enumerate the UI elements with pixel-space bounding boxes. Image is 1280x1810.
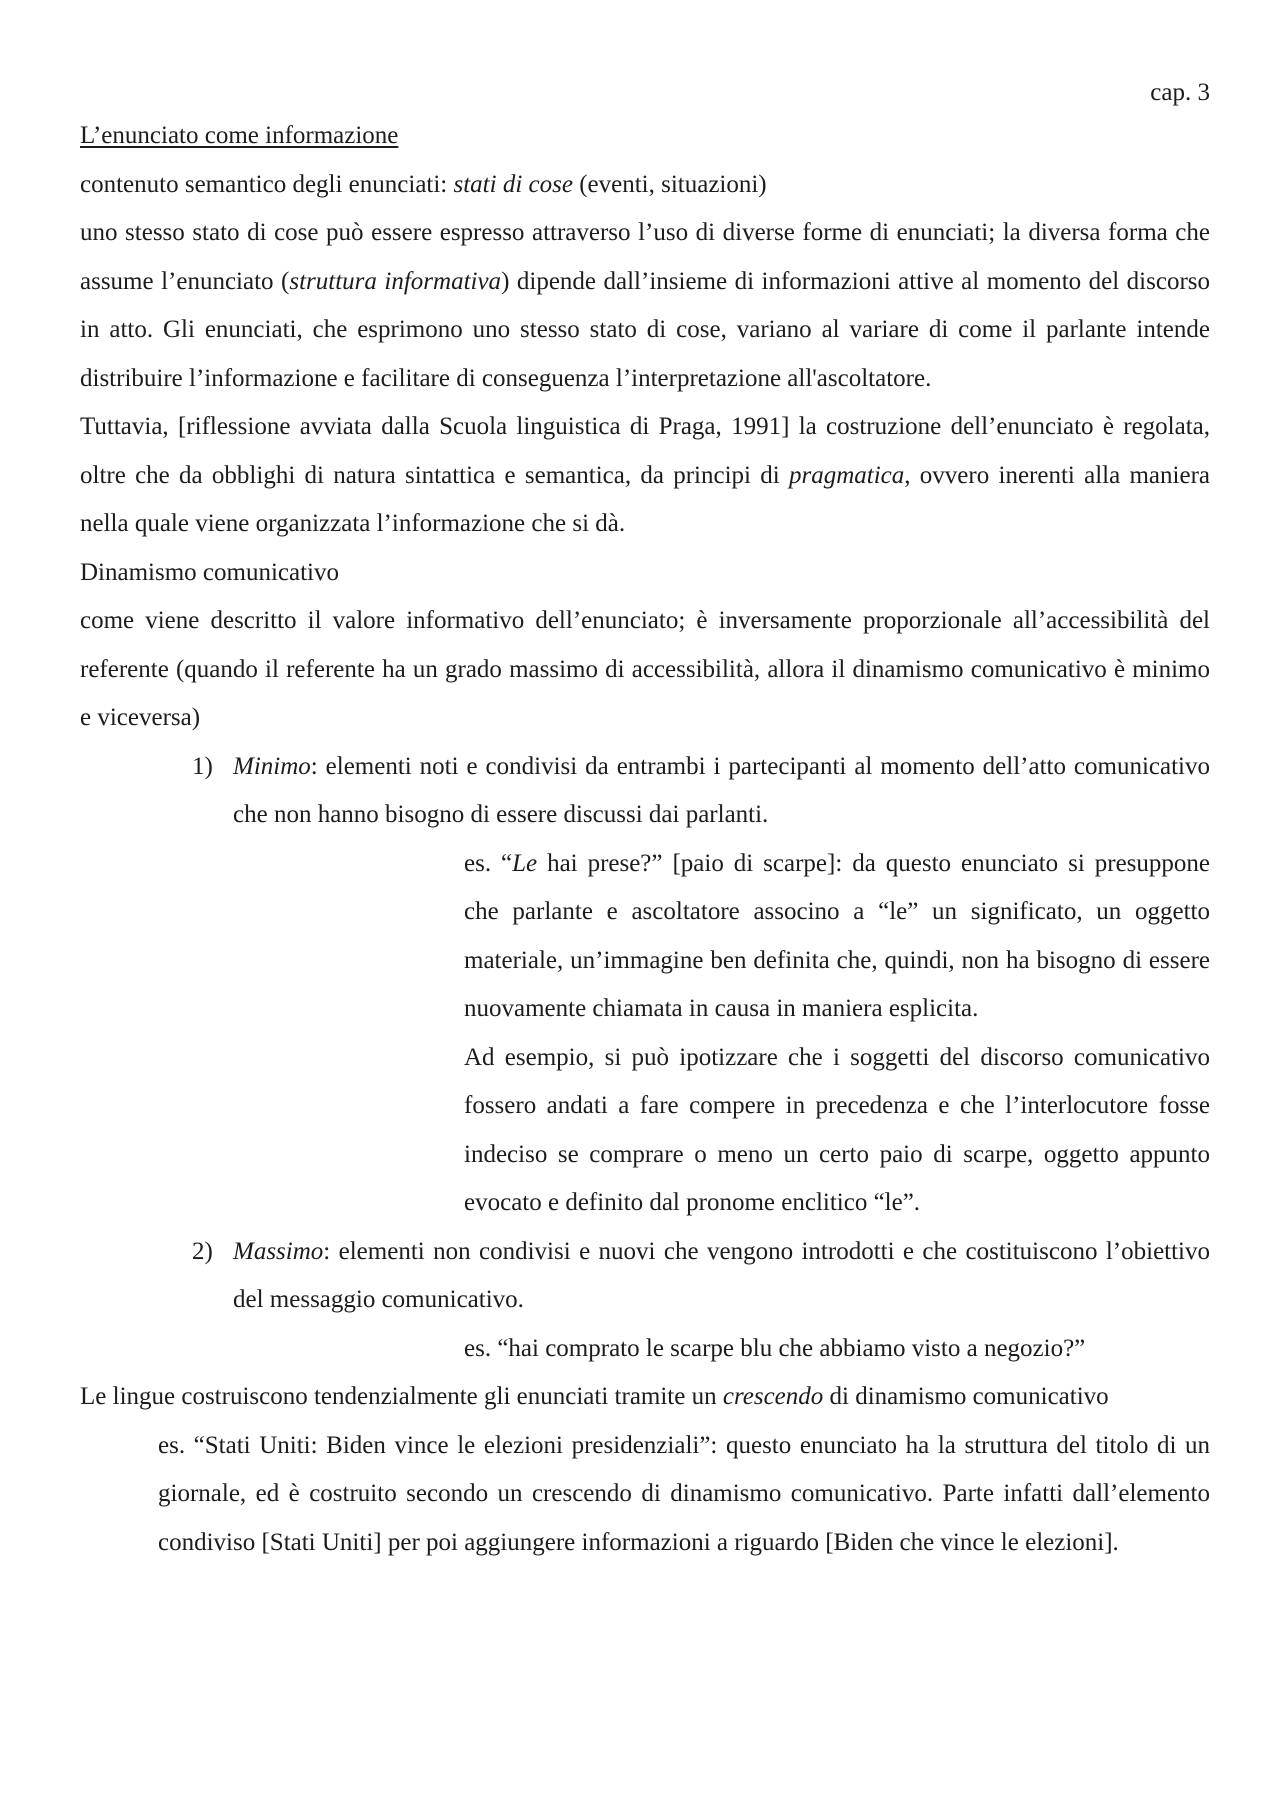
text-run: (eventi, situazioni) [572,170,767,198]
text-run: hai prese?” [paio di scarpe]: da questo enunciato si presuppone che parlante e ascoltatore associno a “le” un significato, un oggetto materiale, un’immagine ben definita che, quindi, non ha bisogno di essere nuovamente chiamata in causa in maniera esplicita. [464,849,1210,1022]
paragraph-crescendo [80,1373,1210,1422]
text-run: contenuto semantico degli enunciati: [80,170,454,198]
text-run: , ovvero inerenti alla maniera nella quale viene organizzata l’informazione che si dà. [80,461,1210,537]
italic-term: stati di cose [453,170,573,198]
section-title [80,112,1210,161]
italic-term: pragmatica [789,461,905,489]
text-run: Tuttavia, [riflessione avviata dalla Scuola linguistica di Praga, 1991] la costruzione dell’enunciato è regolata, oltre che da obblighi di natura sintattica e semantica, da principi di [80,413,1210,489]
subsection-heading: Dinamismo comunicativo [80,558,339,586]
text-run: es. “ [464,849,513,877]
italic-term: struttura informativa [289,267,502,295]
paragraph-semantic-content [80,161,1210,210]
document-page [80,78,1210,1567]
text-run: di dinamismo comunicativo [823,1383,1109,1410]
text-run: uno stesso stato di cose può essere espresso attraverso l’uso di diverse forme di enunciati; la diversa forma che assume l’enunciato ( [80,219,1210,295]
text-run: ) dipende dall’insieme di informazioni attive al momento del discorso in atto. Gli enunciati, che esprimono uno stesso stato di cose, variano al variare di come il parlante intende distribuire l’informazione e facilitare di conseguenza l’interpretazione all'ascoltatore. [80,267,1211,392]
italic-term: Minimo [233,752,311,780]
list-item-massimo [192,1228,1210,1325]
text-run: Le lingue costruiscono tendenzialmente gli enunciati tramite un [80,1383,723,1410]
section-title-text: L’enunciato come informazione [80,122,399,149]
list-item-text [233,1228,1210,1325]
text-run: : elementi noti e condivisi da entrambi i partecipanti al momento dell’atto comunicativo che non hanno bisogno di essere discussi dai parlanti. [233,752,1210,828]
italic-term: Le [512,849,538,877]
example-block-minimo [233,840,1210,1228]
page-header [80,78,1210,108]
text-run: : elementi non condivisi e nuovi che vengono introdotti e che costituiscono l’obiettivo del messaggio comunicativo. [233,1237,1210,1313]
paragraph-prague-school [80,403,1210,549]
italic-term: crescendo [722,1383,824,1410]
paragraph-dynamism-definition: come viene descritto il valore informativo dell’enunciato; è inversamente proporzionale all’accessibilità del referente (quando il referente ha un grado massimo di accessibilità, allora il dinamismo comunicativo è minimo e viceversa) [80,607,1210,731]
list-number: 2) [192,1237,213,1265]
example-text [464,840,1210,1034]
example-block-massimo [233,1325,1210,1374]
paragraph-information-structure [80,209,1210,403]
example-biden: es. “Stati Uniti: Biden vince le elezioni presidenziali”: questo enunciato ha la struttura del titolo di un giornale, ed è costruito secondo un crescendo di dinamismo comunicativo. Parte infatti dall’elemento condiviso [Stati Uniti] per poi aggiungere informazioni a riguardo [Biden che vince le elezioni]. [158,1431,1210,1556]
italic-term: Massimo [233,1237,324,1265]
example-explanation: Ad esempio, si può ipotizzare che i soggetti del discorso comunicativo fossero andati a fare compere in precedenza e che l’interlocutore fosse indeciso se comprare o meno un certo paio di scarpe, oggetto appunto evocato e definito dal pronome enclitico “le”. [464,1043,1210,1216]
list-item-minimo [192,743,1210,840]
chapter-label: cap. 3 [1150,79,1210,106]
example-text: es. “hai comprato le scarpe blu che abbiamo visto a negozio?” [464,1334,1086,1362]
list-item-text [233,743,1210,840]
list-number: 1) [192,752,213,780]
